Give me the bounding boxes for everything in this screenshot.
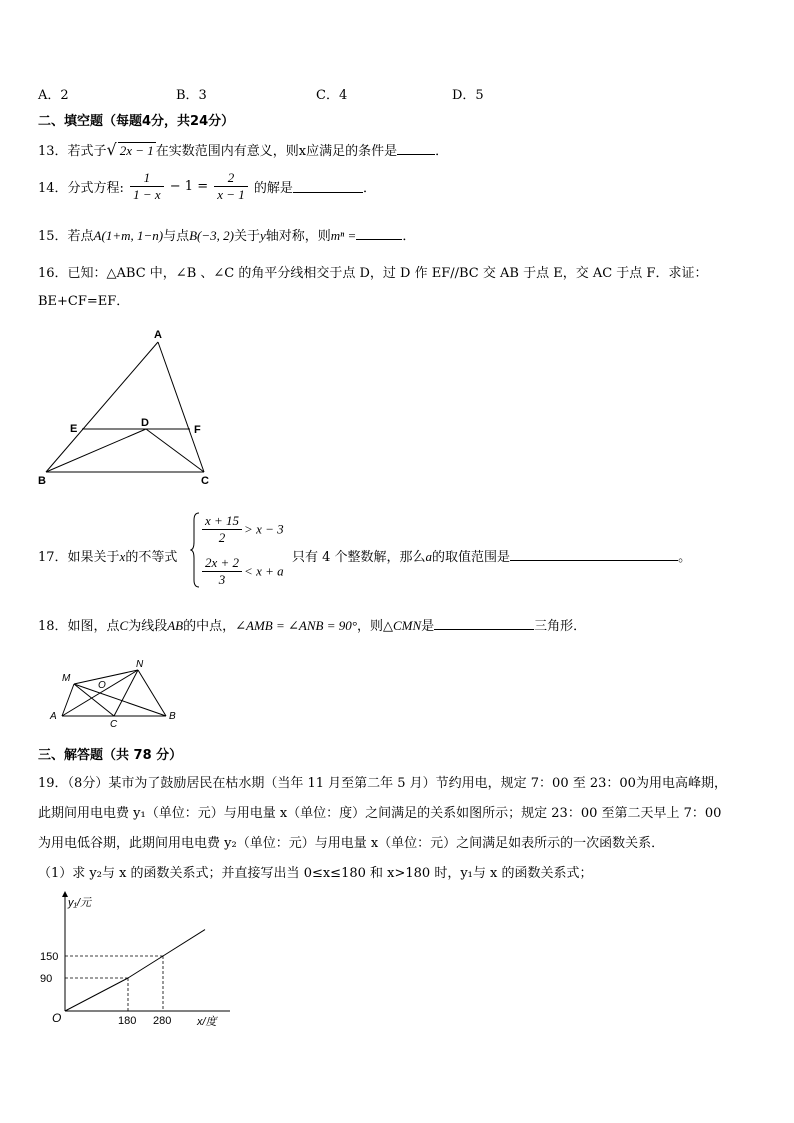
q19-line-1: 19．（8分）某市为了鼓励居民在枯水期（当年 11 月至第二年 5 月）节约用电，规定 7：00 至 23：00为用电高峰期， <box>38 776 727 791</box>
q14-answer-blank[interactable] <box>293 180 363 193</box>
q19-line-3: 为用电低谷期，此期间用电电费 y₂（单位：元）与用电量 x（单位：元）之间满足如表所示的一次函数关系． <box>38 836 665 851</box>
q17-inequality-2: $\frac{2x + 2}{3}$ < x + a <box>200 555 284 588</box>
label-c2: C <box>110 719 118 730</box>
label-a2: A <box>50 711 57 722</box>
y1-x-line-chart <box>40 888 240 1038</box>
label-c: C <box>201 475 209 487</box>
q15-mid2: 关于 <box>233 229 260 244</box>
q14-prefix: 14．分式方程: <box>38 181 124 196</box>
section-2-title: 二、填空题（每题4分，共24分） <box>38 114 235 129</box>
q15-point-b: B(−3, 2) <box>189 228 234 243</box>
question-15 <box>38 225 415 244</box>
label-a: A <box>154 329 162 341</box>
segment-am <box>62 684 74 716</box>
q19-line-2: 此期间用电电费 y₁（单位：元）与用电量 x（单位：度）之间满足的关系如图所示；规定 23：00 至第二天早上 7：00 <box>38 806 722 821</box>
origin-label: O <box>52 1011 62 1025</box>
q15-axis: y <box>260 228 266 243</box>
q15-expr: mⁿ = <box>330 228 357 243</box>
q15-prefix: 15．若点 <box>38 229 94 244</box>
x-axis-label: x/度 <box>197 1016 217 1028</box>
q15-answer-blank[interactable] <box>356 227 402 240</box>
series-ray <box>163 930 205 956</box>
segment-cm <box>74 684 114 716</box>
side-ac <box>158 342 204 472</box>
label-b2: B <box>169 711 176 722</box>
choice-c: C．4 <box>316 88 348 103</box>
q14-mid: − 1 = <box>169 179 209 194</box>
triangle-diagram <box>30 322 230 492</box>
segment-bn <box>138 670 166 716</box>
q19-sub-1: （1）求 y₂与 x 的函数关系式；并直接写出当 0≤x≤180 和 x>180 时，y₁与 x 的函数关系式； <box>38 866 593 881</box>
question-13: 13．若式子√ 2x − 1 在实数范围内有意义，则x应满足的条件是 ． <box>38 140 449 159</box>
question-14 <box>38 170 376 203</box>
label-o: O <box>98 680 106 691</box>
segment-bd <box>46 429 146 472</box>
q13-end: ． <box>435 144 449 159</box>
label-n: N <box>136 659 144 670</box>
q14-end: ． <box>362 181 376 196</box>
side-ab <box>46 342 158 472</box>
section-3-title: 三、解答题（共 78 分） <box>38 748 183 763</box>
question-18: 18．如图，点C为线段AB的中点，∠AMB = ∠ANB = 90°，则△CMN是 三角形． <box>38 618 587 634</box>
q13-prefix: 13．若式子 <box>38 144 107 159</box>
y-tick-label-150: 150 <box>40 951 59 963</box>
choice-b: B．3 <box>176 88 207 103</box>
q17-prefix-text: 17．如果关于x的不等式 <box>38 549 178 565</box>
q15-end: ． <box>402 229 416 244</box>
q18-answer-blank[interactable] <box>434 617 534 630</box>
q15-point-a: A(1+m, 1−n) <box>93 228 164 243</box>
x-tick-label-280: 280 <box>153 1015 172 1027</box>
segment-mn <box>74 670 138 684</box>
choice-a: A．2 <box>38 88 69 103</box>
brace-icon <box>190 512 200 588</box>
label-e: E <box>70 423 78 435</box>
label-m: M <box>62 673 71 684</box>
series-segment-0 <box>65 978 128 1011</box>
q13-radicand: 2x − 1 <box>119 143 154 158</box>
q16-line-1: 16．已知：△ABC 中，∠B 、∠C 的角平分线相交于点 D，过 D 作 EF//BC 交 AB 于点 E，交 AC 于点 F．求证： <box>38 266 708 281</box>
q15-mid: 与点 <box>163 229 190 244</box>
q17-suffix-text: 只有 4 个整数解，那么a的取值范围是 。 <box>292 549 692 565</box>
label-f: F <box>194 424 201 436</box>
q14-suffix: 的解是 <box>253 181 293 196</box>
q14-fraction-2: $\frac{2}{x - 1}$ <box>214 170 248 203</box>
series-segment-1 <box>128 956 163 978</box>
q17-answer-blank[interactable] <box>510 548 678 561</box>
q14-fraction-1: $\frac{1}{1 - x}$ <box>130 170 164 203</box>
q13-answer-blank[interactable] <box>397 142 435 155</box>
y-axis-label: y₁/元 <box>68 897 92 909</box>
q15-mid3: 轴对称，则 <box>265 229 331 244</box>
q16-line-2: BE+CF=EF． <box>38 294 130 309</box>
choice-d: D．5 <box>452 88 484 103</box>
label-d: D <box>141 417 149 429</box>
q13-suffix: 在实数范围内有意义，则x应满足的条件是 <box>155 144 398 159</box>
label-b: B <box>38 475 46 487</box>
q17-inequality-1: $\frac{x + 15}{2}$ > x − 3 <box>200 513 284 546</box>
x-tick-label-180: 180 <box>118 1015 137 1027</box>
cmn-diagram <box>44 656 194 732</box>
y-tick-label-90: 90 <box>40 973 53 985</box>
